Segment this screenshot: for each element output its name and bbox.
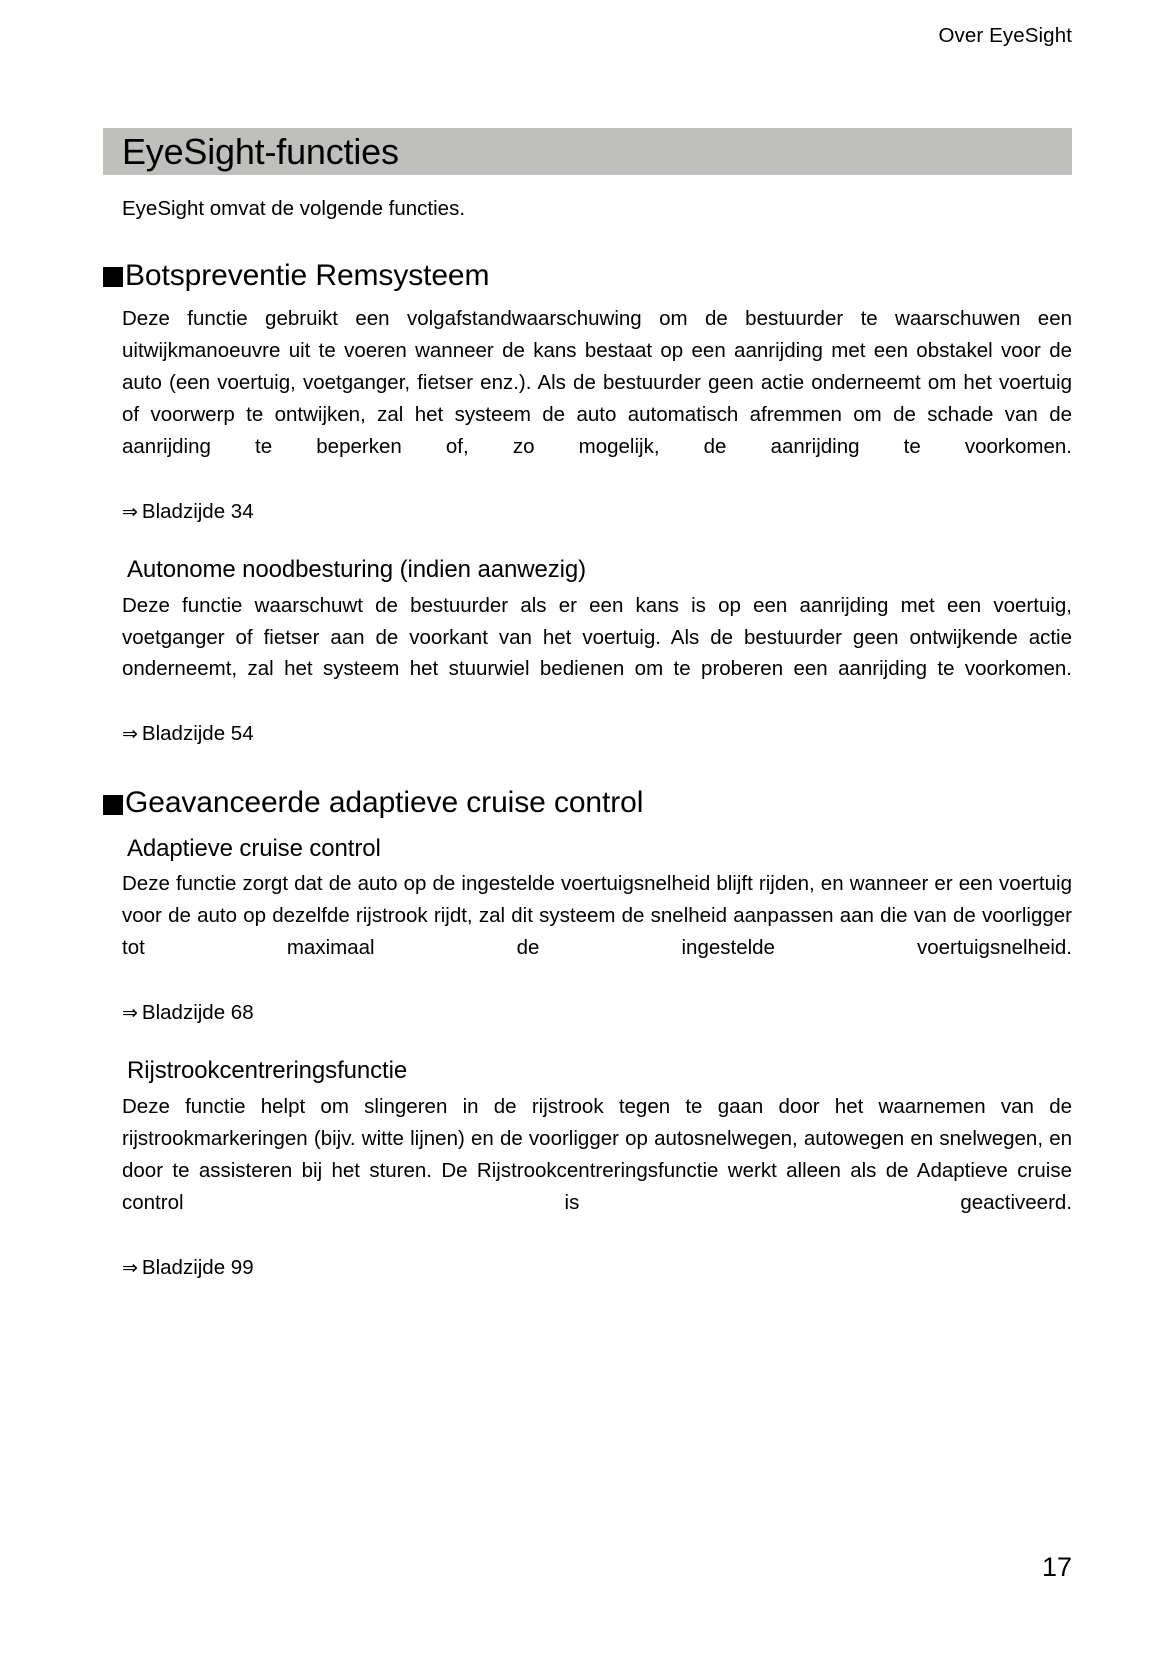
page-reference[interactable] <box>122 1253 1072 1284</box>
running-header: Over EyeSight <box>938 24 1072 47</box>
section-heading-botspreventie-remsysteem <box>103 259 1072 294</box>
section-body-paragraph: Deze functie gebruikt een volgafstandwaarschuwing om de bestuurder te waarschuwen een uitwijkmanoeuvre uit te voeren wanneer de kans bestaat op een aanrijding met een obstakel voor de auto (een voertuig, voetganger, fietser enz.). Als de bestuurder geen actie onderneemt om het voertuig of voorwerp te ontwijken, zal het systeem de auto automatisch afremmen om de schade van de aanrijding te beperken of, zo mogelijk, de aanrijding te voorkomen. <box>122 307 1072 459</box>
double-arrow-icon: ⇒ <box>122 723 138 746</box>
subsection-body-paragraph: Deze functie helpt om slingeren in de rijstrook tegen te gaan door het waarnemen van de rijstrookmarkeringen (bijv. witte lijnen) en de voorligger op autosnelwegen, autowegen en snelwegen, en door te assisteren bij het sturen. De Rijstrookcentreringsfunctie werkt alleen als de Adaptieve cruise control is geactiveerd. <box>122 1094 1072 1214</box>
double-arrow-icon: ⇒ <box>122 1256 138 1279</box>
subsection-heading-adaptieve-cruise-control: Adaptieve cruise control <box>127 834 381 862</box>
subsection-heading-rijstrookcentreringsfunctie: Rijstrookcentreringsfunctie <box>127 1057 408 1085</box>
page-reference-label: Bladzijde 99 <box>141 1255 254 1279</box>
page-reference-label: Bladzijde 68 <box>141 1001 254 1025</box>
chapter-title: EyeSight-functies <box>122 130 399 172</box>
page-reference[interactable] <box>122 497 1072 528</box>
section-heading-geavanceerde-adaptieve-cruise-control <box>103 786 1072 821</box>
page-reference-label: Bladzijde 34 <box>141 499 254 523</box>
double-arrow-icon: ⇒ <box>122 500 138 523</box>
double-arrow-icon: ⇒ <box>122 1002 138 1025</box>
page-reference[interactable] <box>122 719 1072 750</box>
page-reference-label: Bladzijde 54 <box>141 722 254 746</box>
page-content <box>103 128 1072 1283</box>
subsection-body-paragraph: Deze functie waarschuwt de bestuurder als er een kans is op een aanrijding met een voertuig, voetganger of fietser aan de voorkant van het voertuig. Als de bestuurder geen ontwijkende actie onderneemt, zal het systeem het stuurwiel bedienen om te proberen een aanrijding te voorkomen. <box>122 593 1072 681</box>
page-number: 17 <box>1041 1552 1072 1582</box>
chapter-banner <box>103 128 1072 175</box>
subsection-body-paragraph: Deze functie zorgt dat de auto op de ingestelde voertuigsnelheid blijft rijden, en wanneer er een voertuig voor de auto op dezelfde rijstrook rijdt, zal dit systeem de snelheid aanpassen aan die van de voorligger tot maximaal de ingestelde voertuigsnelheid. <box>122 872 1072 960</box>
square-bullet-icon <box>103 267 123 287</box>
intro-text: EyeSight omvat de volgende functies. <box>122 197 466 220</box>
section-heading-label: Geavanceerde adaptieve cruise control <box>125 786 644 820</box>
subsection-heading-autonome-noodbesturing: Autonome noodbesturing (indien aanwezig) <box>127 555 586 583</box>
page-reference[interactable] <box>122 998 1072 1029</box>
square-bullet-icon <box>103 795 123 815</box>
section-heading-label: Botspreventie Remsysteem <box>125 258 490 292</box>
